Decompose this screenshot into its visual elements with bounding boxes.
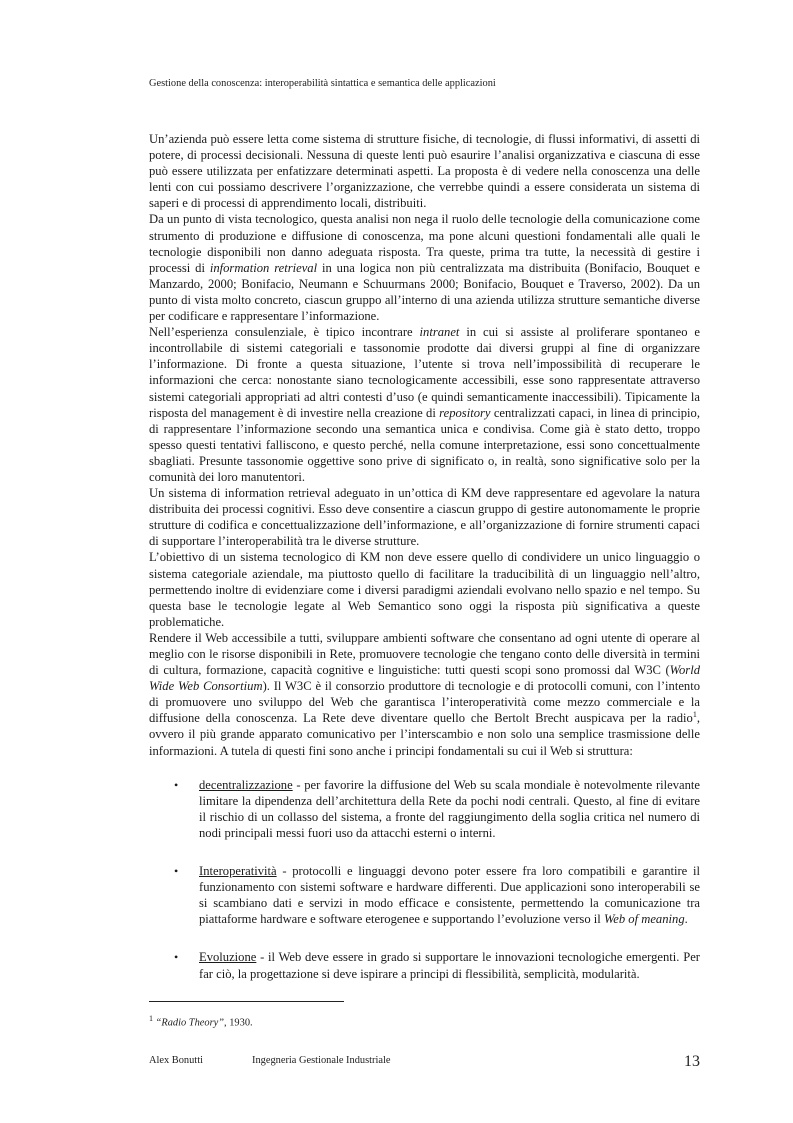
footnote-ref[interactable]: 1 bbox=[692, 710, 697, 720]
term: decentralizzazione bbox=[199, 777, 293, 792]
paragraph: Un sistema di information retrieval adeguato in un’ottica di KM deve rappresentare ed agevolare la natura distribuita dei processi cognitivi. Esso deve consentire a ciascun gruppo di gestire autonomamente le proprie strutture di codifica e concettualizzazione dell’informazione, e all’organizzazione di fornire strumenti capaci di supportare l’interoperabilità tra le diverse strutture. bbox=[149, 486, 700, 549]
list-item: • decentralizzazione - per favorire la diffusione del Web su scala mondiale è notevolmente rilevante limitare la dipendenza dell’architettura della Rete da pochi nodi centrali. Questo, al fine di evitare il rischio di un collasso del sistema, a fronte del raggiungimento della soglia critica nel numero di nodi principali messi fuori uso da attacchi esterni o interni. bbox=[174, 777, 700, 840]
footnote-marker: 1 bbox=[149, 1014, 153, 1023]
bullet-icon: • bbox=[174, 777, 179, 792]
principles-list bbox=[149, 777, 700, 982]
page-number: 13 bbox=[684, 1053, 700, 1070]
paragraph: L’obiettivo di un sistema tecnologico di KM non deve essere quello di condividere un unico linguaggio o sistema categoriale aziendale, ma piuttosto quello di facilitare la traducibilità di un linguaggio nell’altro, permettendo inoltre di evidenziare come i diversi paradigmi aziendali evolvano nello spazio e nel tempo. Su questa base le tecnologie legate al Web Semantico sono oggi la risposta più significativa a queste problematiche. bbox=[149, 550, 700, 629]
term: Interoperatività bbox=[199, 864, 277, 879]
paragraph: Nell’esperienza consulenziale, è tipico incontrare intranet in cui si assiste al proliferare spontaneo e incontrollabile di sistemi categoriali e tassonomie prodotte dai diversi gruppi al fine di organizzare l’informazione. Di fronte a questa situazione, l’utente si trova nell’impossibilità di recuperare le informazioni che cerca: nonostante siano tecnologicamente accessibili, esse sono rappresentate attraverso sistemi categoriali appropriati ad altri contesti d’uso (e quindi semanticamente inaccessibili). Tipicamente la risposta del management è di investire nella creazione di repository centralizzati capaci, in linea di principio, di rappresentare l’informazione secondo una semantica unica e condivisa. Come già è stato detto, troppo spesso questi tentativi falliscono, e questo perché, nella comune interpretazione, essi sono concettualmente sbagliati. Presunte tassonomie oggettive sono prive di significato o, in realtà, sono significative solo per la comunità dei loro manutentori. bbox=[149, 325, 700, 484]
term: Evoluzione bbox=[199, 950, 257, 965]
bullet-icon: • bbox=[174, 864, 179, 879]
footnote: $^1$ “Radio Theory”, 1930. bbox=[149, 1014, 253, 1029]
footnote-divider bbox=[149, 1001, 344, 1002]
footer-course: Ingegneria Gestionale Industriale bbox=[252, 1055, 391, 1066]
main-text bbox=[149, 131, 700, 1004]
paragraph: Rendere il Web accessibile a tutti, sviluppare ambienti software che consentano ad ogni utente di operare al meglio con le risorse disponibili in Rete, promuovere tecnologie che tengano conto delle diversità in termini di cultura, formazione, capacità cognitive e linguistiche: tutti questi scopi sono promossi dal W3C (World Wide Web Consortium). Il W3C è il consorzio produttore di tecnologie e di protocolli comuni, con l’intento di promuovere uno sviluppo del Web che garantisca l’interoperatività come mezzo commerciale e la diffusione della conoscenza. La Rete deve diventare quello che Bertolt Brecht auspicava per la radio$^1$, ovvero il più grande apparato comunicativo per l’interscambio e non solo una semplice trasmissione delle informazioni. A tutela di questi fini sono anche i principi fondamentali su cui il Web si struttura: bbox=[149, 630, 701, 758]
bullet-icon: • bbox=[174, 950, 179, 965]
footer-author: Alex Bonutti bbox=[149, 1055, 203, 1066]
paragraph: Un’azienda può essere letta come sistema di strutture fisiche, di tecnologie, di flussi informativi, di assetti di potere, di processi decisionali. Nessuna di queste lenti può esaurire l’analisi organizzativa e ciascuna di esse può essere utilizzata per enfatizzare determinati aspetti. La proposta è di vedere nella conoscenza una delle lenti con cui possiamo descrivere l’organizzazione, che verrebbe quindi a essere considerata un sistema di saperi e di processi di apprendimento locali, distribuiti. bbox=[149, 132, 700, 211]
paragraph: Da un punto di vista tecnologico, questa analisi non nega il ruolo delle tecnologie della comunicazione come strumento di produzione e diffusione di conoscenza, ma pone alcuni questioni fondamentali alle quali le tecnologie disponibili non danno adeguata risposta. Tra queste, prima tra tutte, la necessità di gestire i processi di information retrieval in una logica non più centralizzata ma distribuita (Bonifacio, Bouquet e Manzardo, 2000; Bonifacio, Neumann e Schuurmans 2000; Bonifacio, Bouquet e Traverso, 2002). Da un punto di vista molto concreto, ciascun gruppo all’interno di una azienda utilizza strutture semantiche diverse per codificare e rappresentare l’informazione. bbox=[149, 212, 700, 324]
list-item: • Interoperatività - protocolli e linguaggi devono poter essere fra loro compatibili e garantire il funzionamento con sistemi software e hardware differenti. Due applicazioni sono interoperabili se si scambiano dati e servizi in modo efficace e consistente, permettendo la comunicazione tra piattaforme hardware e software eterogenee e supportando l’evoluzione verso il Web of meaning. bbox=[174, 864, 700, 927]
running-header: Gestione della conoscenza: interoperabilità sintattica e semantica delle applicazioni bbox=[149, 78, 496, 89]
list-item: • Evoluzione - il Web deve essere in grado si supportare le innovazioni tecnologiche emergenti. Per far ciò, la progettazione si deve ispirare a principi di flessibilità, semplicità, modularità. bbox=[174, 950, 700, 981]
